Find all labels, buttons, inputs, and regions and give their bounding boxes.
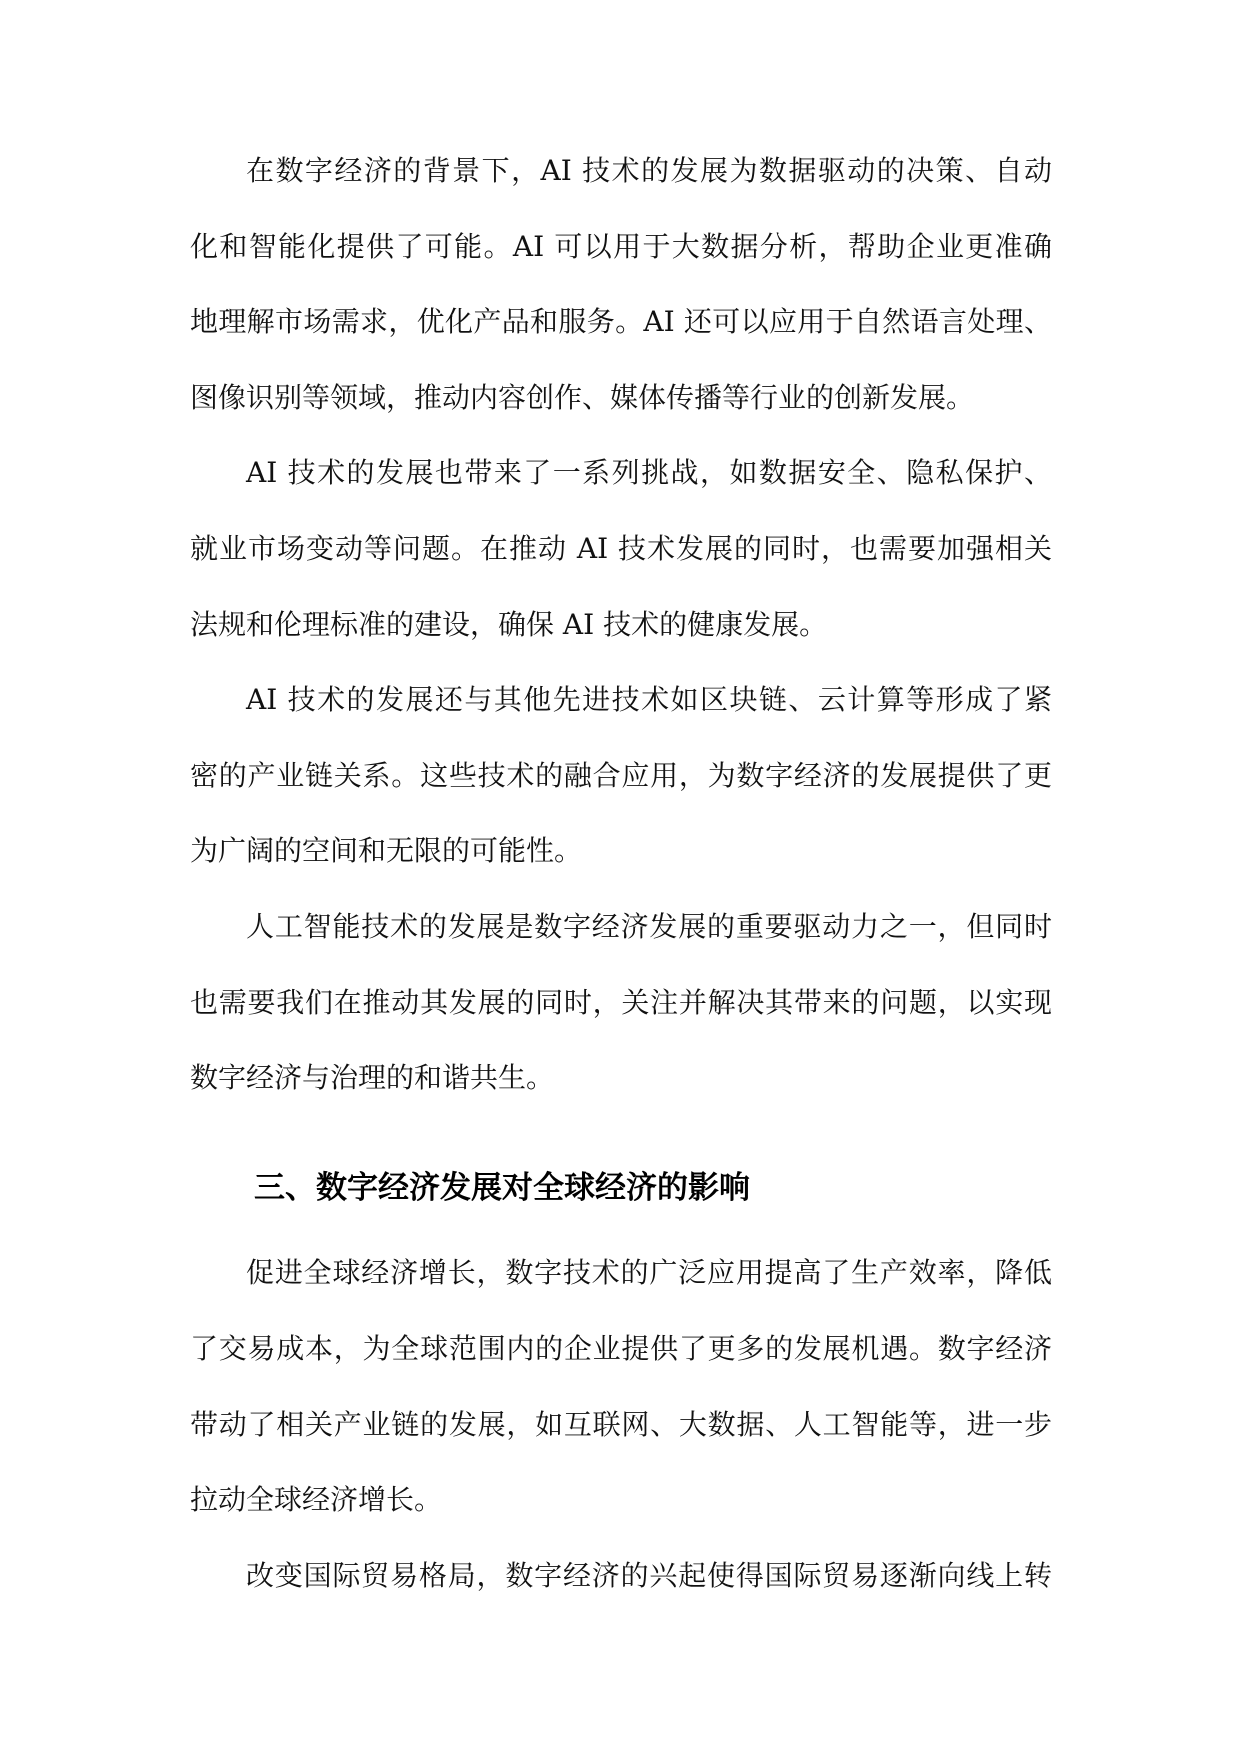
paragraph-line: 带动了相关产业链的发展，如互联网、大数据、人工智能等，进一步 — [190, 1407, 1052, 1441]
paragraph-line: 拉动全球经济增长。 — [190, 1483, 443, 1517]
paragraph-line: 化和智能化提供了可能。AI 可以用于大数据分析，帮助企业更准确 — [190, 229, 1052, 263]
paragraph-line: 改变国际贸易格局，数字经济的兴起使得国际贸易逐渐向线上转 — [246, 1558, 1052, 1592]
paragraph — [190, 889, 1052, 1116]
paragraph-line: 也需要我们在推动其发展的同时，关注并解决其带来的问题，以实现 — [190, 985, 1052, 1019]
paragraph-line: 促进全球经济增长，数字技术的广泛应用提高了生产效率，降低 — [246, 1256, 1052, 1290]
paragraph-line: 为广阔的空间和无限的可能性。 — [190, 834, 583, 868]
paragraph-line: 图像识别等领域，推动内容创作、媒体传播等行业的创新发展。 — [190, 380, 975, 414]
paragraph — [190, 662, 1052, 889]
paragraph — [190, 1235, 1052, 1537]
paragraph-line: 密的产业链关系。这些技术的融合应用，为数字经济的发展提供了更 — [190, 758, 1052, 792]
paragraph-line: 地理解市场需求，优化产品和服务。AI 还可以应用于自然语言处理、 — [190, 305, 1052, 339]
paragraph — [190, 435, 1052, 662]
paragraph-line: 了交易成本，为全球范围内的企业提供了更多的发展机遇。数字经济 — [190, 1331, 1052, 1365]
paragraph-line: 数字经济与治理的和谐共生。 — [190, 1061, 555, 1095]
page-body — [190, 133, 1052, 1613]
paragraph-line: 在数字经济的背景下，AI 技术的发展为数据驱动的决策、自动 — [246, 154, 1052, 187]
paragraph-line: 就业市场变动等问题。在推动 AI 技术发展的同时，也需要加强相关 — [190, 531, 1052, 565]
paragraph-line: AI 技术的发展还与其他先进技术如区块链、云计算等形成了紧 — [246, 683, 1052, 717]
section-heading: 三、数字经济发展对全球经济的影响 — [254, 1169, 750, 1206]
paragraph — [190, 133, 1052, 435]
paragraph-line: 法规和伦理标准的建设，确保 AI 技术的健康发展。 — [190, 607, 828, 641]
paragraph-line: 人工智能技术的发展是数字经济发展的重要驱动力之一，但同时 — [246, 909, 1052, 943]
paragraph-line: AI 技术的发展也带来了一系列挑战，如数据安全、隐私保护、 — [246, 456, 1052, 490]
paragraph — [190, 1538, 1052, 1614]
